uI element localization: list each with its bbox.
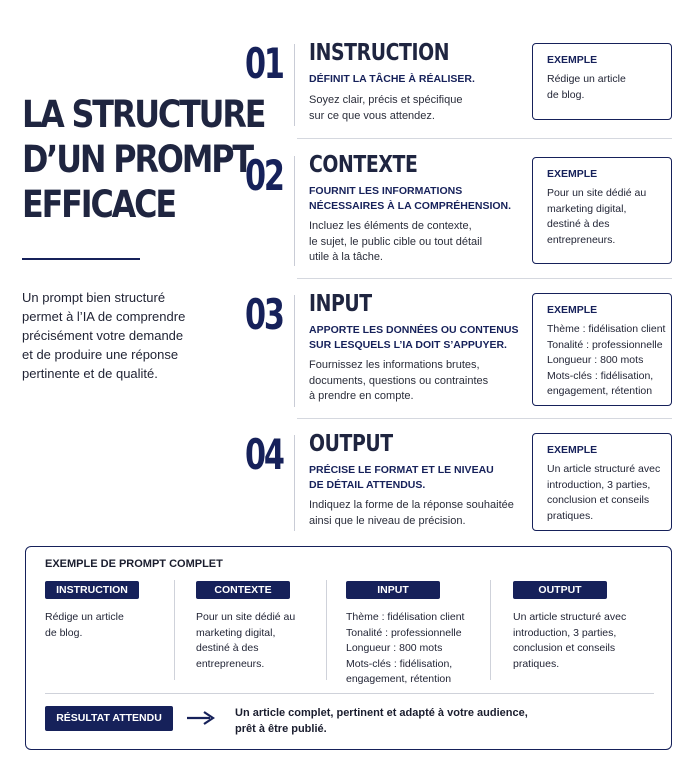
panel-title: EXEMPLE DE PROMPT COMPLET: [45, 558, 223, 570]
column-text: Rédige un article de blog.: [45, 611, 124, 639]
panel-divider: [45, 693, 654, 694]
arrow-right-icon: [186, 710, 216, 726]
example-box: [532, 43, 672, 120]
example-label: EXEMPLE: [547, 444, 598, 456]
step-separator: [297, 418, 672, 419]
example-text: Rédige un article de blog.: [547, 73, 626, 101]
step-title: OUTPUT: [309, 431, 393, 457]
intro-line: précisément votre demande: [22, 328, 184, 343]
intro-line: Un prompt bien structuré: [22, 290, 166, 305]
step-separator: [297, 278, 672, 279]
step-output: [245, 431, 675, 533]
example-text: Thème : fidélisation client Tonalité : professionnelle Longueur : 800 mots Mots-clés : fidélisation, engagement, rétention: [547, 323, 666, 397]
step-instruction: [245, 40, 675, 135]
step-title: INSTRUCTION: [309, 40, 450, 66]
example-label: EXEMPLE: [547, 304, 598, 316]
intro-line: et de produire une réponse: [22, 347, 179, 362]
column-label: OUTPUT: [513, 581, 607, 599]
step-title: CONTEXTE: [309, 152, 418, 178]
step-divider: [294, 44, 295, 126]
step-subtitle: DÉFINIT LA TÂCHE À RÉALISER.: [309, 73, 475, 85]
step-description: Fournissez les informations brutes, documents, questions ou contraintes à prendre en compte.: [309, 359, 489, 402]
example-box: [532, 433, 672, 531]
step-contexte: [245, 152, 675, 270]
step-number: 04: [245, 430, 283, 479]
step-number: 01: [245, 39, 283, 88]
example-column-output: [513, 580, 626, 672]
column-text: Pour un site dédié au marketing digital, destiné à des entrepreneurs.: [196, 611, 296, 670]
column-label: CONTEXTE: [196, 581, 290, 599]
step-divider: [294, 435, 295, 531]
step-input: [245, 291, 675, 411]
step-subtitle: FOURNIT LES INFORMATIONS NÉCESSAIRES À LA COMPRÉHENSION.: [309, 185, 512, 212]
column-label: INPUT: [346, 581, 440, 599]
column-label: INSTRUCTION: [45, 581, 139, 599]
step-number: 03: [245, 290, 283, 339]
step-title: INPUT: [309, 291, 372, 317]
column-text: Thème : fidélisation client Tonalité : professionnelle Longueur : 800 mots Mots-clés : fidélisation, engagement, rétention: [346, 611, 465, 685]
column-text: Un article structuré avec introduction, 3 parties, conclusion et conseils pratiques.: [513, 611, 627, 670]
step-subtitle: PRÉCISE LE FORMAT ET LE NIVEAU DE DÉTAIL ATTENDUS.: [309, 464, 494, 491]
step-description: Incluez les éléments de contexte, le sujet, le public cible ou tout détail utile à la tâche.: [309, 220, 483, 263]
example-column-contexte: [196, 580, 295, 672]
step-subtitle: APPORTE LES DONNÉES OU CONTENUS SUR LESQUELS L’IA DOIT S’APPUYER.: [309, 324, 519, 351]
intro-text: [22, 288, 212, 383]
column-divider: [326, 580, 327, 680]
step-number: 02: [245, 151, 283, 200]
intro-line: pertinente et de qualité.: [22, 366, 158, 381]
example-text: Un article structuré avec introduction, 3 parties, conclusion et conseils pratiques.: [547, 463, 661, 522]
column-divider: [490, 580, 491, 680]
example-text: Pour un site dédié au marketing digital, destiné à des entrepreneurs.: [547, 187, 647, 246]
result-text: Un article complet, pertinent et adapté à votre audience, prêt à être publié.: [235, 707, 528, 735]
intro-line: permet à l’IA de comprendre: [22, 309, 186, 324]
step-description: Indiquez la forme de la réponse souhaitée ainsi que le niveau de précision.: [309, 499, 514, 527]
example-label: EXEMPLE: [547, 168, 598, 180]
title-line: EFFICACE: [22, 183, 175, 226]
example-box: [532, 157, 672, 264]
step-divider: [294, 295, 295, 407]
example-column-input: [346, 580, 464, 688]
full-example-panel: [25, 546, 672, 750]
step-divider: [294, 156, 295, 266]
title-divider: [22, 258, 140, 260]
column-divider: [174, 580, 175, 680]
title-line: D’UN PROMPT: [22, 138, 252, 181]
example-column-instruction: [45, 580, 139, 641]
step-separator: [297, 138, 672, 139]
title-line: LA STRUCTURE: [22, 93, 265, 136]
result-label: RÉSULTAT ATTENDU: [45, 706, 173, 731]
step-description: Soyez clair, précis et spécifique sur ce que vous attendez.: [309, 94, 463, 122]
example-box: [532, 293, 672, 406]
example-label: EXEMPLE: [547, 54, 598, 66]
